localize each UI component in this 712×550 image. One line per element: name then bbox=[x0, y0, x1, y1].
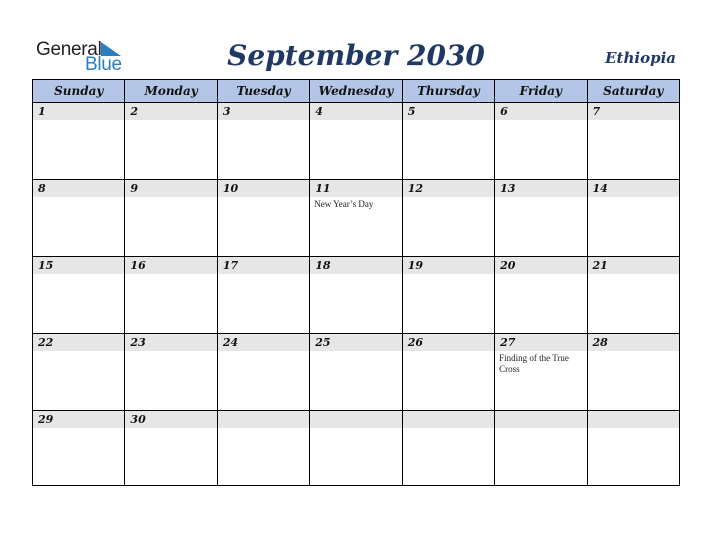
day-number: 6 bbox=[500, 105, 508, 118]
day-cell[interactable] bbox=[588, 334, 679, 410]
day-cell[interactable] bbox=[218, 257, 310, 333]
day-number: 20 bbox=[500, 259, 516, 272]
day-number-bar bbox=[403, 103, 494, 120]
day-number: 7 bbox=[592, 105, 601, 118]
calendar-weeks bbox=[33, 103, 679, 486]
day-cell[interactable] bbox=[310, 103, 402, 179]
day-cell[interactable] bbox=[125, 257, 217, 333]
day-cell[interactable] bbox=[218, 334, 310, 410]
day-cell[interactable] bbox=[33, 334, 125, 410]
day-cell[interactable] bbox=[495, 334, 587, 410]
day-number-bar bbox=[310, 411, 401, 428]
weekday-header-row bbox=[33, 80, 679, 103]
week-row bbox=[33, 103, 679, 180]
day-cell[interactable] bbox=[125, 103, 217, 179]
day-cell[interactable] bbox=[403, 103, 495, 179]
day-number-bar bbox=[495, 411, 586, 428]
holiday-event: Finding of the True Cross bbox=[499, 353, 569, 374]
day-number-bar bbox=[125, 103, 216, 120]
day-number: 4 bbox=[315, 105, 323, 118]
weekday-header: Friday bbox=[495, 80, 587, 102]
day-number: 27 bbox=[500, 336, 516, 349]
day-cell[interactable] bbox=[403, 411, 495, 486]
day-number: 28 bbox=[592, 336, 608, 349]
day-number: 9 bbox=[130, 182, 139, 195]
day-number: 23 bbox=[130, 336, 146, 349]
day-number-bar bbox=[495, 103, 586, 120]
day-cell[interactable] bbox=[125, 180, 217, 256]
day-cell[interactable] bbox=[125, 334, 217, 410]
day-number: 21 bbox=[592, 259, 608, 272]
weekday-header: Monday bbox=[125, 80, 217, 102]
week-row bbox=[33, 180, 679, 257]
weekday-header: Tuesday bbox=[218, 80, 310, 102]
day-number-bar bbox=[218, 411, 309, 428]
day-cell[interactable] bbox=[495, 180, 587, 256]
day-cell[interactable] bbox=[218, 180, 310, 256]
day-number: 13 bbox=[500, 182, 516, 195]
day-number-bar bbox=[403, 411, 494, 428]
day-number: 16 bbox=[130, 259, 146, 272]
day-cell[interactable] bbox=[310, 334, 402, 410]
day-number-bar bbox=[125, 180, 216, 197]
day-cell[interactable] bbox=[310, 411, 402, 486]
weekday-header: Sunday bbox=[33, 80, 125, 102]
week-row bbox=[33, 257, 679, 334]
day-cell[interactable] bbox=[33, 257, 125, 333]
day-cell[interactable] bbox=[495, 257, 587, 333]
day-cell[interactable] bbox=[588, 180, 679, 256]
day-cell[interactable] bbox=[218, 411, 310, 486]
holiday-event: New Year’s Day bbox=[314, 199, 374, 209]
day-number: 3 bbox=[222, 105, 231, 118]
day-cell[interactable] bbox=[495, 103, 587, 179]
day-number: 1 bbox=[38, 105, 46, 118]
weekday-header: Saturday bbox=[603, 84, 664, 98]
day-number-bar bbox=[218, 103, 309, 120]
day-number: 14 bbox=[592, 182, 608, 195]
day-cell[interactable] bbox=[588, 411, 679, 486]
weekday-header: Thursday bbox=[403, 80, 495, 102]
day-number: 10 bbox=[222, 182, 239, 195]
day-cell[interactable] bbox=[310, 257, 402, 333]
weekday-header: Wednesday bbox=[310, 80, 402, 102]
day-cell[interactable] bbox=[588, 103, 679, 179]
day-cell[interactable] bbox=[33, 180, 125, 256]
day-number: 24 bbox=[222, 336, 239, 349]
day-number: 15 bbox=[38, 259, 54, 272]
day-number-bar bbox=[588, 411, 679, 428]
day-number: 29 bbox=[38, 413, 54, 426]
day-number: 25 bbox=[315, 336, 331, 349]
day-number: 11 bbox=[315, 182, 331, 195]
day-cell[interactable] bbox=[403, 180, 495, 256]
day-number: 26 bbox=[407, 336, 423, 349]
day-number: 19 bbox=[407, 259, 423, 272]
day-number-bar bbox=[33, 180, 124, 197]
day-cell[interactable] bbox=[403, 257, 495, 333]
week-row bbox=[33, 334, 679, 411]
day-cell[interactable] bbox=[588, 257, 679, 333]
day-number: 17 bbox=[222, 259, 239, 272]
week-row bbox=[33, 411, 679, 486]
day-number-bar bbox=[33, 103, 124, 120]
day-number: 12 bbox=[407, 182, 423, 195]
day-cell[interactable] bbox=[125, 411, 217, 486]
day-number-bar bbox=[310, 103, 401, 120]
logo-text-general: General bbox=[36, 39, 102, 60]
day-number: 30 bbox=[130, 413, 146, 426]
day-cell[interactable] bbox=[218, 103, 310, 179]
calendar-title: September 2030 bbox=[227, 39, 485, 72]
day-number: 5 bbox=[407, 105, 416, 118]
day-cell[interactable] bbox=[495, 411, 587, 486]
country-label: Ethiopia bbox=[605, 49, 676, 67]
day-number: 2 bbox=[130, 105, 139, 118]
day-number: 18 bbox=[315, 259, 331, 272]
calendar-grid bbox=[32, 79, 680, 486]
day-cell[interactable] bbox=[403, 334, 495, 410]
logo-text-blue: Blue bbox=[85, 54, 122, 75]
day-number-bar bbox=[588, 103, 679, 120]
day-cell[interactable] bbox=[33, 411, 125, 486]
day-cell[interactable] bbox=[310, 180, 402, 256]
day-number: 22 bbox=[38, 336, 54, 349]
day-cell[interactable] bbox=[33, 103, 125, 179]
day-number: 8 bbox=[38, 182, 46, 195]
